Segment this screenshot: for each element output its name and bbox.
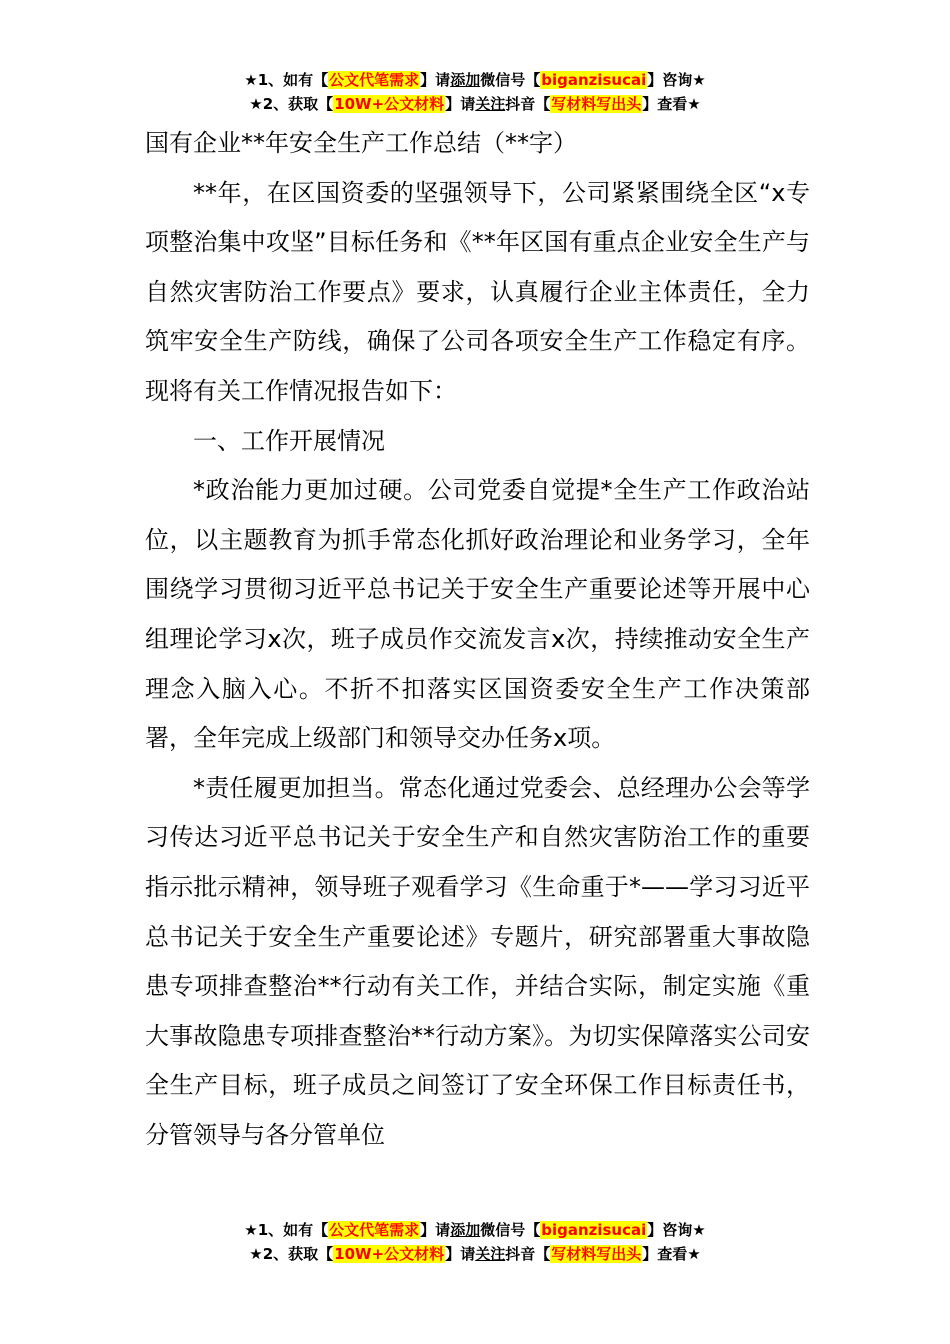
promo-text: 抖音【	[505, 1245, 551, 1263]
promo-text: 微信号【	[480, 1221, 541, 1239]
promo-highlight: 公文代笔需求	[329, 71, 420, 89]
bottom-promo-banner	[0, 1218, 950, 1266]
promo-text: 】请	[445, 95, 476, 113]
promo-text: 】咨询★	[647, 71, 706, 89]
body-paragraph-2: *责任履更加担当。常态化通过党委会、总经理办公会等学习传达习近平总书记关于安全生产和自然灾害防治工作的重要指示批示精神，领导班子观看学习《生命重于*——学习习近平总书记关于安全生产重要论述》专题片，研究部署重大事故隐患专项排查整治**行动有关工作，并结合实际，制定实施《重大事故隐患专项排查整治**行动方案》。为切实保障落实公司安全生产目标，班子成员之间签订了安全环保工作目标责任书，分管领导与各分管单位	[145, 773, 810, 1149]
promo-line-1	[0, 1218, 950, 1242]
promo-line-2	[0, 92, 950, 116]
promo-text: 】请	[445, 1245, 476, 1263]
promo-highlight: 10W+公文材料	[334, 1245, 445, 1263]
top-promo-banner	[0, 68, 950, 116]
promo-douyin-id: 写材料写出头	[551, 1245, 642, 1263]
document-body	[145, 119, 810, 1160]
promo-text: ★1、如有【	[244, 71, 329, 89]
promo-wechat-id: biganzisucai	[541, 1221, 647, 1239]
promo-text: 抖音【	[505, 95, 551, 113]
promo-line-1	[0, 68, 950, 92]
promo-douyin-id: 写材料写出头	[551, 95, 642, 113]
promo-text: 】请	[420, 1221, 451, 1239]
promo-highlight: 公文代笔需求	[329, 1221, 420, 1239]
promo-underlined: 添加	[450, 71, 481, 89]
promo-wechat-id: biganzisucai	[541, 71, 647, 89]
promo-text: ★2、获取【	[249, 1245, 334, 1263]
section-heading: 一、工作开展情况	[193, 426, 385, 455]
promo-highlight: 10W+公文材料	[334, 95, 445, 113]
promo-text: ★1、如有【	[244, 1221, 329, 1239]
document-title: 国有企业**年安全生产工作总结（**字）	[145, 129, 577, 157]
promo-text: 微信号【	[480, 71, 541, 89]
promo-text: 】请	[420, 71, 451, 89]
body-paragraph-1: *政治能力更加过硬。公司党委自觉提*全生产工作政治站位，以主题教育为抓手常态化抓好政治理论和业务学习，全年围绕学习贯彻习近平总书记关于安全生产重要论述等开展中心组理论学习x次，班子成员作交流发言x次，持续推动安全生产理念入脑入心。不折不扣落实区国资委安全生产工作决策部署，全年完成上级部门和领导交办任务x项。	[145, 476, 810, 753]
promo-text: 】咨询★	[647, 1221, 706, 1239]
intro-paragraph: **年，在区国资委的坚强领导下，公司紧紧围绕全区“x专项整治集中攻坚”目标任务和《**年区国有重点企业安全生产与自然灾害防治工作要点》要求，认真履行企业主体责任，全力筑牢安全生产防线，确保了公司各项安全生产工作稳定有序。现将有关工作情况报告如下：	[145, 178, 810, 405]
promo-line-2	[0, 1242, 950, 1266]
promo-underlined: 关注	[475, 95, 506, 113]
promo-text: 】查看★	[642, 1245, 701, 1263]
promo-underlined: 关注	[475, 1245, 506, 1263]
promo-underlined: 添加	[450, 1221, 481, 1239]
promo-text: 】查看★	[642, 95, 701, 113]
promo-text: ★2、获取【	[249, 95, 334, 113]
